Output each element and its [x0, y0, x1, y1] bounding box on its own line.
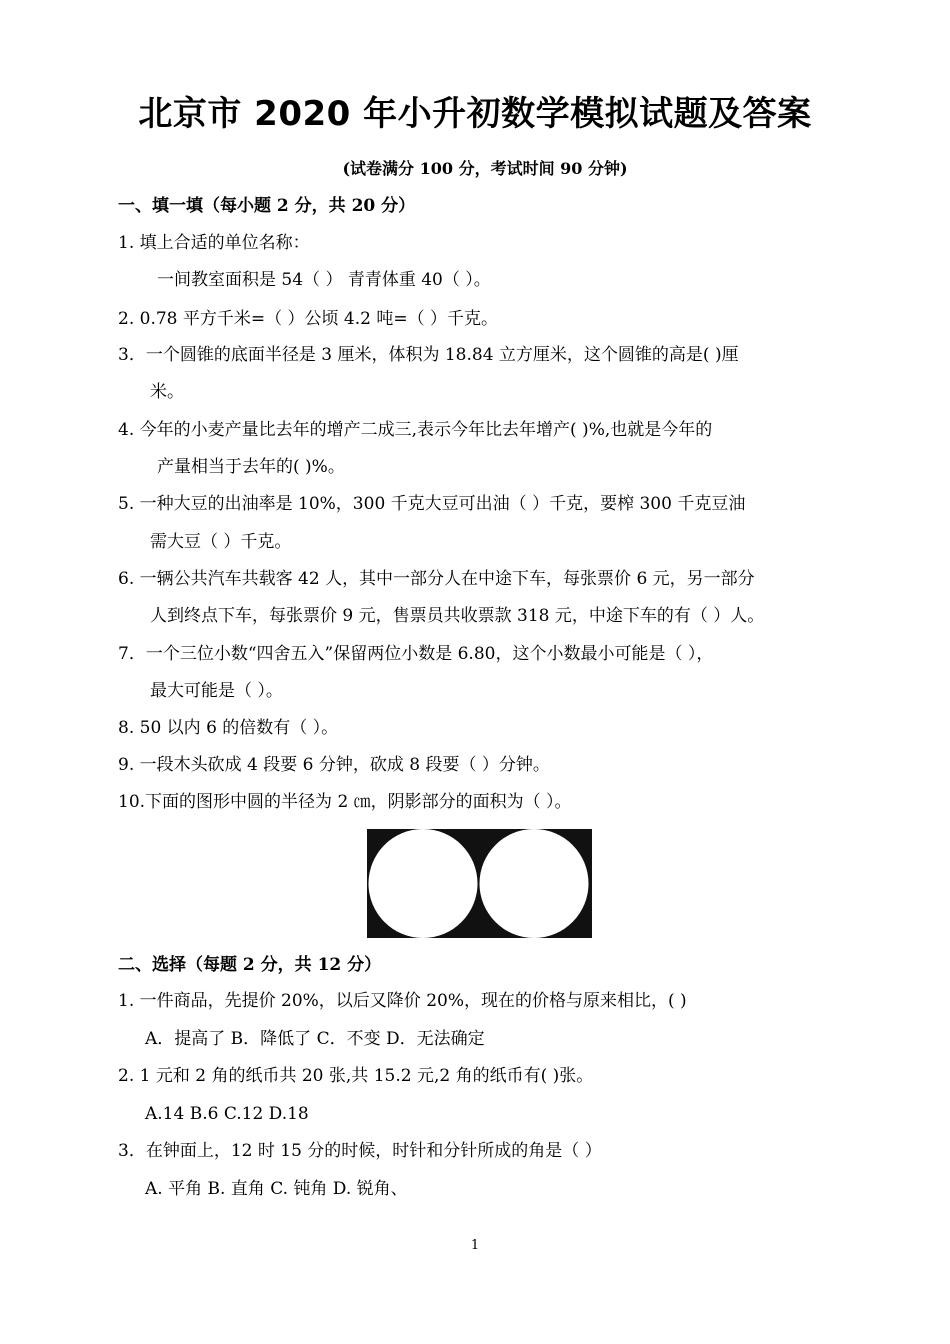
- two-circles-figure: [367, 829, 592, 938]
- question-line: 7．一个三位小数“四舍五入”保留两位小数是 6.80，这个小数最小可能是（ ），: [118, 644, 714, 664]
- question-line: 9. 一段木头砍成 4 段要 6 分钟，砍成 8 段要（ ）分钟。: [118, 755, 550, 775]
- section-heading: 一、填一填（每小题 2 分，共 20 分）: [118, 196, 416, 216]
- exam-info: (试卷满分 100 分，考试时间 90 分钟): [342, 159, 628, 178]
- question-line: 人到终点下车，每张票价 9 元，售票员共收票款 318 元，中途下车的有（ ）人。: [150, 606, 765, 626]
- question-line: 3．在钟面上，12 时 15 分的时候，时针和分针所成的角是（ ）: [118, 1141, 602, 1161]
- question-line: 10.下面的图形中圆的半径为 2 ㎝，阴影部分的面积为（ ）。: [118, 792, 572, 812]
- question-line: 产量相当于去年的( )%。: [157, 457, 345, 477]
- circle-right: [480, 829, 589, 938]
- question-line: 最大可能是（ ）。: [150, 681, 283, 701]
- option-line: A．提高了 B．降低了 C．不变 D．无法确定: [145, 1029, 485, 1049]
- question-line: 2. 1 元和 2 角的纸币共 20 张,共 15.2 元,2 角的纸币有( )张。: [118, 1066, 594, 1086]
- question-line: 米。: [150, 382, 184, 402]
- question-line: 需大豆（ ）千克。: [150, 532, 292, 552]
- option-line: A.14 B.6 C.12 D.18: [145, 1104, 309, 1124]
- section-heading: 二、选择（每题 2 分，共 12 分）: [118, 955, 382, 975]
- question-line: 3．一个圆锥的底面半径是 3 厘米，体积为 18.84 立方厘米，这个圆锥的高是( )厘: [118, 345, 739, 365]
- question-line: 1. 一件商品，先提价 20%，以后又降价 20%，现在的价格与原来相比，( ): [118, 991, 687, 1011]
- question-line: 8. 50 以内 6 的倍数有（ ）。: [118, 718, 339, 738]
- question-line: 6. 一辆公共汽车共载客 42 人，其中一部分人在中途下车，每张票价 6 元，另一部分: [118, 569, 755, 589]
- option-line: A. 平角 B. 直角 C. 钝角 D. 锐角、: [145, 1179, 408, 1199]
- question-line: 一间教室面积是 54（ ） 青青体重 40（ ）。: [157, 270, 491, 290]
- page-number: 1: [470, 1238, 480, 1253]
- question-line: 5. 一种大豆的出油率是 10%，300 千克大豆可出油（ ）千克，要榨 300 千克豆油: [118, 494, 746, 514]
- question-line: 2. 0.78 平方千米=（ ）公顷 4.2 吨=（ ）千克。: [118, 309, 499, 329]
- question-line: 1. 填上合适的单位名称：: [118, 233, 310, 253]
- page-title: 北京市 2020 年小升初数学模拟试题及答案: [138, 94, 812, 134]
- question-line: 4. 今年的小麦产量比去年的增产二成三,表示今年比去年增产( )%,也就是今年的: [118, 420, 713, 440]
- circle-left: [369, 829, 478, 938]
